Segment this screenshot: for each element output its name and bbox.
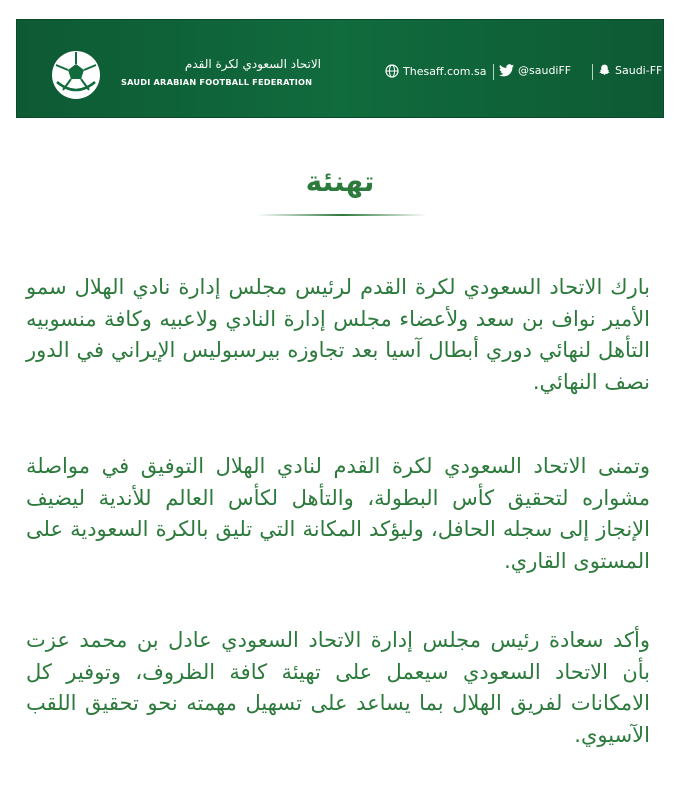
- header-banner: [16, 19, 664, 118]
- globe-icon: [385, 64, 399, 78]
- website-link[interactable]: [385, 64, 486, 78]
- divider: [493, 64, 494, 80]
- title-underline: [257, 214, 427, 216]
- divider: [592, 64, 593, 80]
- snapchat-handle: Saudi-FF: [615, 64, 663, 77]
- federation-name-english: SAUDI ARABIAN FOOTBALL FEDERATION: [121, 77, 313, 87]
- twitter-handle: @saudiFF: [518, 64, 572, 77]
- federation-logo-icon: [51, 50, 101, 100]
- website-text: Thesaff.com.sa: [403, 64, 487, 78]
- federation-name-arabic: الاتحاد السعودي لكرة القدم: [184, 57, 321, 71]
- paragraph-congratulation: بارك الاتحاد السعودي لكرة القدم لرئيس مجلس إدارة نادي الهلال سمو الأمير نواف بن سعد ولأعضاء مجلس إدارة النادي ولاعبيه وكافة منسوبيه التأهل لنهائي دوري أبطال آسيا بعد تجاوزه بيرسبوليس الإيراني في الدور نصف النهائي.: [26, 275, 650, 394]
- paragraph-wishes: وتمنى الاتحاد السعودي لكرة القدم لنادي الهلال التوفيق في مواصلة مشواره لتحقيق كأس البطولة، والتأهل لكأس العالم للأندية ليضيف الإنجاز إلى سجله الحافل، وليؤكد المكانة التي تليق بالكرة السعودية على المستوى القاري.: [26, 454, 650, 573]
- snapchat-ghost-icon: [598, 64, 611, 77]
- page-title: تهنئة: [305, 165, 375, 198]
- twitter-bird-icon: [499, 64, 514, 77]
- paragraph-president-statement: وأكد سعادة رئيس مجلس إدارة الاتحاد السعودي عادل بن محمد عزت بأن الاتحاد السعودي سيعمل على تهيئة كافة الظروف، وتوفير كل الامكانات لفريق الهلال بما يساعد على تسهيل مهمته نحو تحقيق اللقب الآسيوي.: [26, 628, 650, 747]
- snapchat-link[interactable]: [598, 64, 662, 77]
- twitter-link[interactable]: [499, 64, 571, 77]
